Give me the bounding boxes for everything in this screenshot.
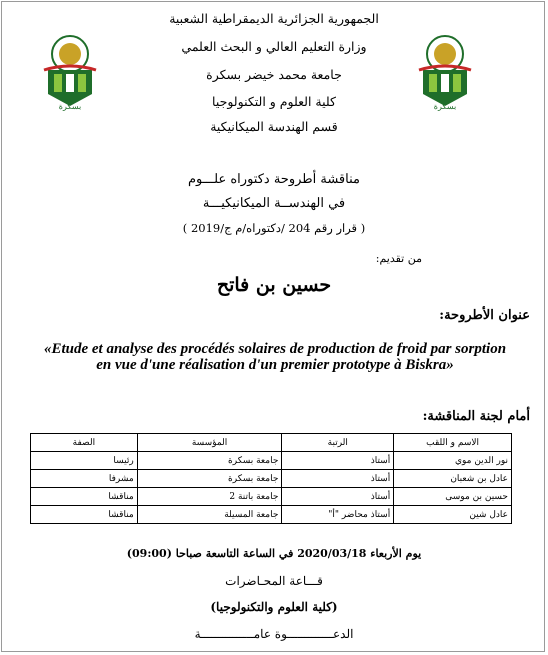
member-role: مناقشا [31, 488, 138, 506]
committee-table [30, 433, 512, 524]
table-row [31, 488, 512, 506]
col-header-rank: الرتبة [282, 434, 394, 452]
defense-specialty: في الهندســة الميكانيكيـــة [202, 196, 346, 211]
member-role: مناقشا [31, 506, 138, 524]
member-institution: جامعة بسكرة [137, 452, 282, 470]
candidate-name: حسين بن فاتح [216, 274, 332, 296]
member-name: نور الدين موي [394, 452, 512, 470]
member-institution: جامعة باتنة 2 [137, 488, 282, 506]
thesis-label: عنوان الأطروحة: [439, 308, 530, 323]
member-rank: أستاذ [282, 452, 394, 470]
table-header-row [31, 434, 512, 452]
member-name: حسين بن موسى [394, 488, 512, 506]
col-header-name: الاسم و اللقب [394, 434, 512, 452]
member-rank: أستاذ محاضر "أ" [282, 506, 394, 524]
university-title: جامعة محمد خيضر بسكرة [206, 67, 342, 82]
member-rank: أستاذ [282, 488, 394, 506]
table-row [31, 452, 512, 470]
ministry-title: وزارة التعليم العالي و البحث العلمي [181, 39, 367, 54]
member-rank: أستاذ [282, 470, 394, 488]
faculty-title: كلية العلوم و التكنولوجيا [212, 94, 336, 109]
republic-title: الجمهورية الجزائرية الديمقراطية الشعبية [169, 11, 379, 26]
department-title: قسم الهندسة الميكانيكية [210, 119, 338, 134]
candidate-label: من تقديم: [375, 252, 422, 265]
col-header-institution: المؤسسة [137, 434, 282, 452]
defense-heading: مناقشة أطروحة دكتوراه علـــوم [187, 172, 360, 187]
committee-label: أمام لجنة المناقشة: [422, 409, 530, 424]
member-name: عادل بن شعبان [394, 470, 512, 488]
university-logo-left [40, 32, 100, 117]
university-logo-right [415, 32, 475, 117]
member-name: عادل شين [394, 506, 512, 524]
decision-reference: ( قرار رقم 204 /دكتوراه/م ج/2019 ) [182, 221, 366, 235]
member-institution: جامعة المسيلة [137, 506, 282, 524]
thesis-title: «Etude et analyse des procédés solaires de production de froid par sorption en vue d'une réalisation d'un premier prototype à Biskra» [43, 341, 507, 373]
col-header-role: الصفة [31, 434, 138, 452]
left-logo-caption: بسكرة [58, 102, 82, 111]
table-row [31, 506, 512, 524]
defense-datetime: يوم الأربعاء 2020/03/18 في الساعة التاسعة صباحا (09:00) [126, 547, 422, 560]
defense-building: (كلية العلوم والتكنولوجيا) [210, 600, 338, 614]
table-row [31, 470, 512, 488]
member-role: رئيسا [31, 452, 138, 470]
member-institution: جامعة بسكرة [137, 470, 282, 488]
member-role: مشرفا [31, 470, 138, 488]
public-invitation: الدعـــــــــــــوة عامـــــــــــــــة [194, 627, 354, 641]
right-logo-caption: بسكرة [433, 102, 457, 111]
defense-hall: قـــاعة المحـاضرات [225, 574, 323, 588]
